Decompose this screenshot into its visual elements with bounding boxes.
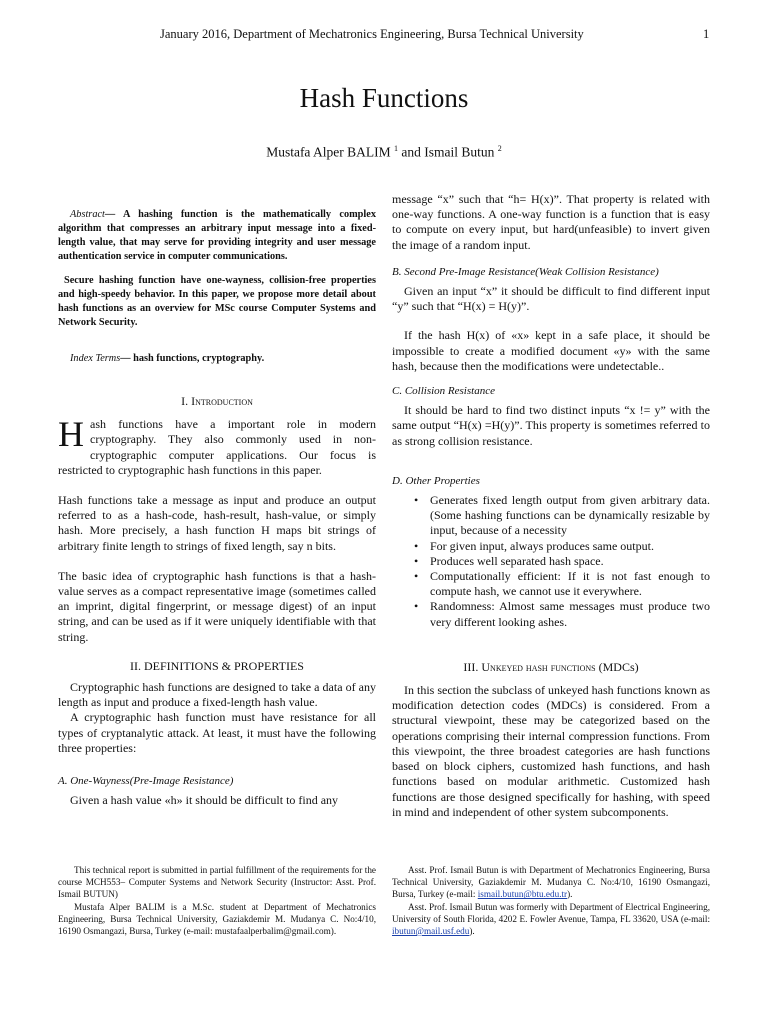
section-2-heading: II. DEFINITIONS & PROPERTIES <box>130 658 304 673</box>
author-2: Ismail Butun <box>424 144 495 160</box>
header-text: January 2016, Department of Mechatronics Engineering, Bursa Technical University <box>160 27 584 41</box>
index-terms <box>58 352 376 366</box>
subsection-c-heading: C. Collision Resistance <box>392 385 495 398</box>
email-link-usf[interactable]: ibutun@mail.usf.edu <box>392 926 470 937</box>
list-item: • For given input, always produces same output. <box>414 539 710 554</box>
author-2-sup: 2 <box>497 144 502 153</box>
abstract <box>58 208 376 264</box>
left-column <box>58 208 376 808</box>
author-joiner: and <box>398 144 425 160</box>
footnote-author-2 <box>392 864 710 901</box>
page-header <box>0 27 768 47</box>
intro-p2: Hash functions take a message as input and produce an output referred to as a hash-code, hash-result, hash-value, or simply hash. More precisely, a hash function H maps bit strings of arbitrary finite length to strings of fixed length, say n bits. <box>58 493 376 553</box>
right-column <box>392 192 710 820</box>
email-link-btu[interactable]: ismail.butun@btu.edu.tr <box>477 889 568 900</box>
list-item: • Randomness: Almost same messages must produce two very different looking ashes. <box>414 599 710 629</box>
footnotes-left <box>58 864 376 937</box>
footnotes-right <box>392 864 710 937</box>
subsection-c-p1: It should be hard to find two distinct inputs “x != y” with the same output “H(x) =H(y)”. This property is sometimes referred to as strong collision resistance. <box>392 403 710 448</box>
drop-cap: H <box>58 414 84 455</box>
author-1: Mustafa Alper BALIM <box>266 144 391 160</box>
page-number: 1 <box>703 27 710 41</box>
list-item: • Generates fixed length output from given arbitrary data. (Some hashing functions can be dynamically resizable by input, because of a necessity <box>414 493 710 539</box>
intro-p1-text: ash functions have a important role in modern cryptography. They also commonly used in non-cryptographic computer applications. Our focus is restricted to cryptographic hash functions in this paper. <box>58 417 376 477</box>
footnote-author-2-former-end: ). <box>469 926 475 937</box>
index-terms-text: — hash functions, cryptography. <box>120 353 265 364</box>
properties-list <box>392 493 710 630</box>
unkeyed-p1: In this section the subclass of unkeyed hash functions known as modification detection codes (MDCs) is considered. From a structural viewpoint, these may be categorized based on the operations comprising their internal compression functions. From this viewpoint, the three broadest categories are hash functions based on block ciphers, customized hash functions, and hash functions based on modular arithmetic. Customized hash functions are those designed specifically for hashing, with speed in mind and independent of other system subcomponents. <box>392 683 710 819</box>
section-1-title: Introduction <box>191 394 253 408</box>
author-line <box>0 144 768 161</box>
footnote-author-2-former <box>392 901 710 938</box>
intro-p3: The basic idea of cryptographic hash functions is that a hash-value serves as a compact representative image (sometimes called an imprint, digital fingerprint, or message digest) of an input string, and can be used as if it were uniquely identifiable with that string. <box>58 568 376 644</box>
footnote-author-1: Mustafa Alper BALIM is a M.Sc. student at Department of Mechatronics Engineering, Bursa Technical University, Gaziakdemir M. Mudanya C. No:4/10, 16190 Osmangazi, Bursa, Turkey (e-mail: mustafaalperbalim@gmail.com). <box>58 901 376 937</box>
intro-p1 <box>58 414 376 478</box>
footnote-report: This technical report is submitted in partial fulfillment of the requirements for the course MCH553– Computer Systems and Network Security (Instructor: Asst. Prof. Ismail BUTUN) <box>58 865 376 900</box>
list-item: • Computationally efficient: If it is not fast enough to compute hash, we cannot use it everywhere. <box>414 569 710 599</box>
list-item: • Produces well separated hash space. <box>414 554 710 569</box>
footnote-author-2-end: ). <box>567 889 573 900</box>
footnote-author-2-text: Asst. Prof. Ismail Butun is with Department of Mechatronics Engineering, Bursa Technical University, Gaziakdemir M. Mudanya C. No:4/10, 16190 Osmangazi, Bursa, Turkey (e-mail: <box>392 865 710 900</box>
subsection-d-heading: D. Other Properties <box>392 474 480 487</box>
paper-title: Hash Functions <box>299 83 469 113</box>
section-1-num: I. <box>181 394 189 408</box>
abstract-p2: Secure hashing function have one-wayness, collision-free properties and high-speedy behavior. In this paper, we propose more detail about hash functions as an overview for MSc course Computer Systems and Network Security. <box>58 275 376 328</box>
one-wayness-continued: message “x” such that “h= H(x)”. That property is related with one-way functions. A one-way function is a function that is easy to compute on every input, but hard(unfeasible) to invert given the image of a random input. <box>392 192 710 252</box>
author-1-sup: 1 <box>394 144 399 153</box>
index-terms-lead: Index Terms <box>70 353 121 364</box>
section-3-heading <box>392 660 710 675</box>
abstract-lead: Abstract <box>70 209 105 220</box>
footnote-author-2-former-text: Asst. Prof. Ismail Butun was formerly with Department of Electrical Engineering, University of South Florida, 4202 E. Fowler Avenue, Tampa, FL 33620, USA (e-mail: <box>392 901 710 924</box>
section-3-abbr: (MDCs) <box>598 659 639 674</box>
defs-p2: A cryptographic hash function must have resistance for all types of cryptanalytic attack. At least, it must have the following three properties: <box>58 710 376 755</box>
abstract-text: — A hashing function is the mathematically complex algorithm that compresses an arbitrary input message into a fixed-length value, that may serve for providing integrity and user message authentication service in computer communications. <box>58 209 376 262</box>
subsection-b-heading: B. Second Pre-Image Resistance(Weak Collision Resistance) <box>392 265 659 278</box>
section-3-title: Unkeyed hash functions <box>481 659 596 674</box>
section-3-num: III. <box>463 659 479 674</box>
subsection-b-p1: Given an input “x” it should be difficult to find different input “y” such that “H(x) = H(y)”. <box>392 284 710 314</box>
defs-p1: Cryptographic hash functions are designed to take a data of any length as input and produce a fixed-length hash value. <box>58 680 376 710</box>
subsection-b-p2: If the hash H(x) of «x» kept in a safe place, it should be impossible to create a modified document «y» with the same hash, because then the modifications were undetectable.. <box>392 328 710 373</box>
section-1-heading <box>58 394 376 409</box>
subsection-a-heading: A. One-Wayness(Pre-Image Resistance) <box>58 775 234 788</box>
subsection-a-p1: Given a hash value «h» it should be difficult to find any <box>70 793 339 808</box>
